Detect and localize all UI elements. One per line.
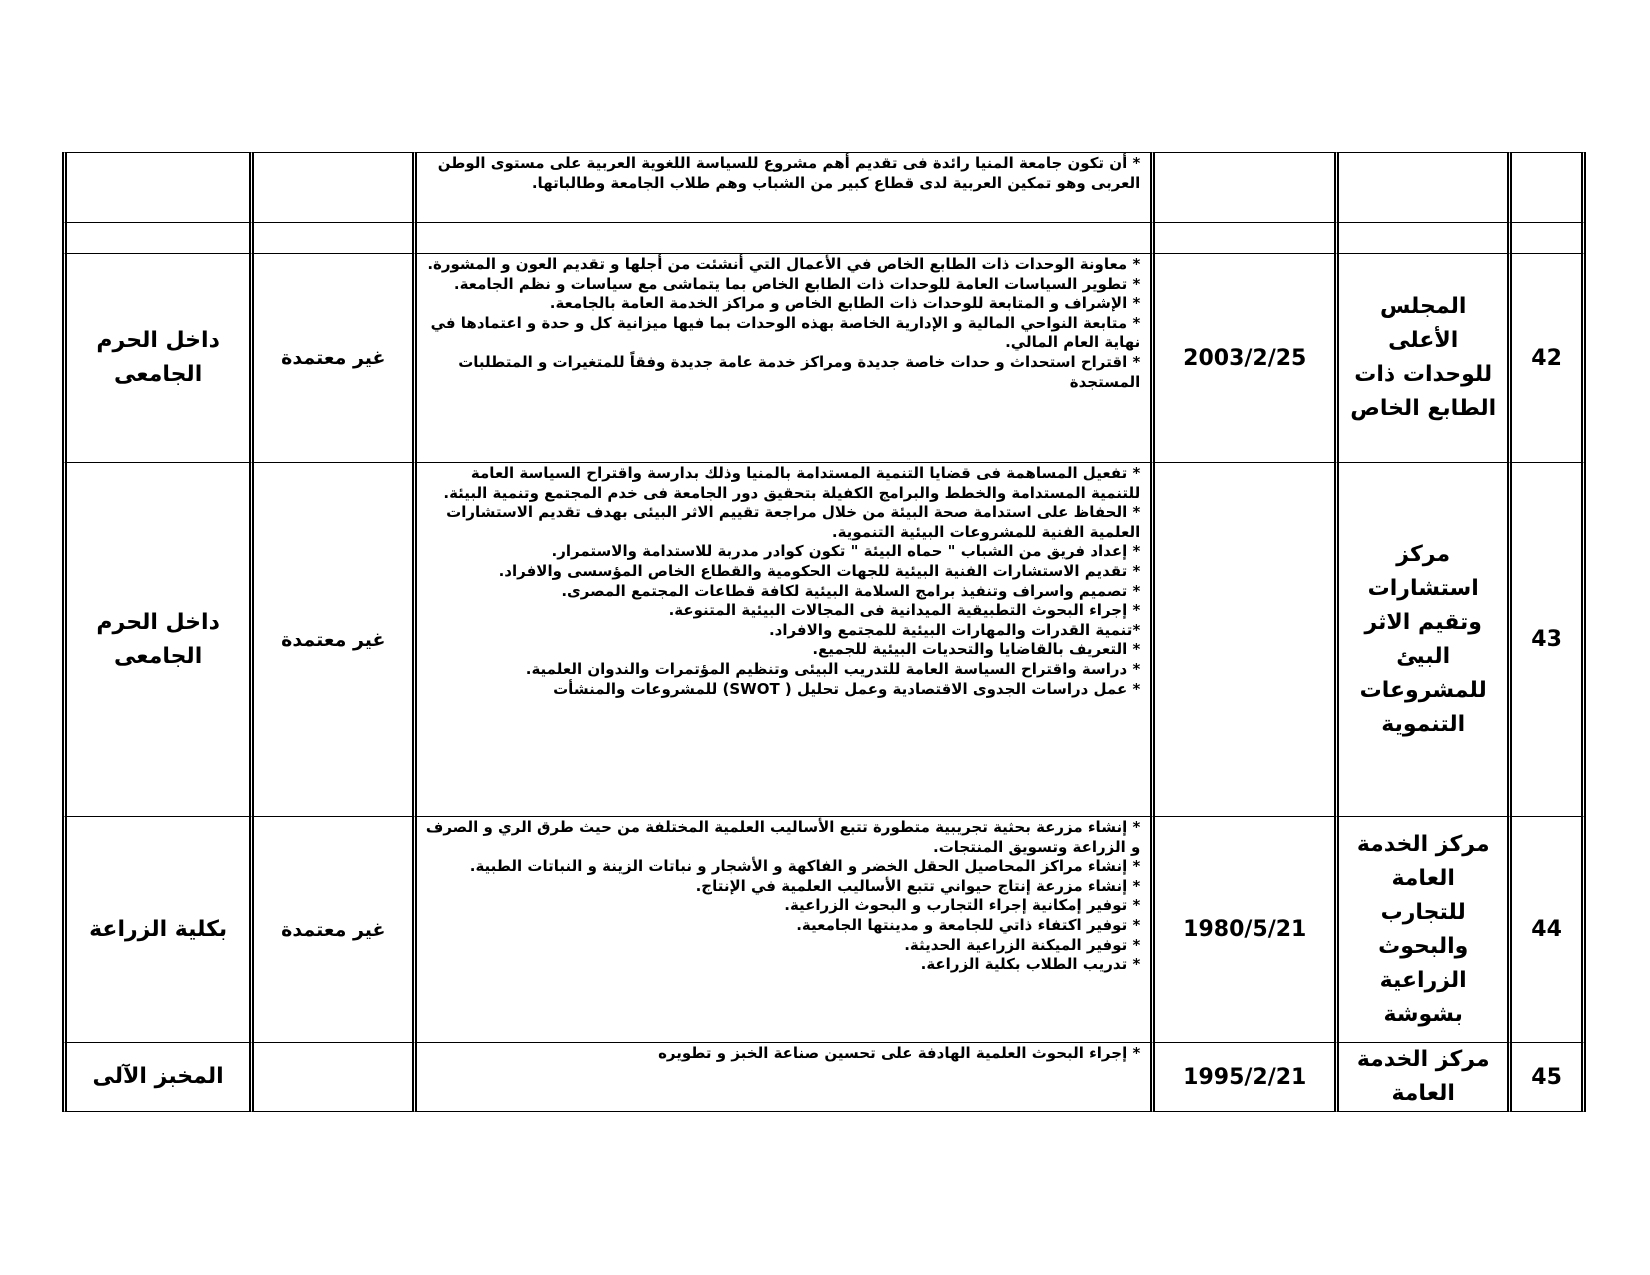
unit-name	[1334, 223, 1507, 254]
unit-goals	[412, 223, 1150, 254]
unit-goals	[412, 254, 1150, 463]
goal-item: * تطوير السياسات العامة للوحدات ذات الطابع الخاص بما يتماشى مع سياسات و نظم الجامعة.	[453, 274, 1141, 293]
table-row	[62, 254, 1586, 463]
table-row	[62, 152, 1586, 223]
goal-item: * متابعة النواحي المالية و الإدارية الخاصة بهذه الوحدات بما فيها ميزانية كل و حدة و اعتمادها في نهاية العام المالي.	[430, 313, 1141, 352]
goal-item: * إنشاء مزرعة إنتاج حيواني تتبع الأساليب العلمية في الإنتاج.	[695, 876, 1141, 895]
accreditation-status: غير معتمدة	[249, 254, 412, 463]
unit-name: المجلس الأعلى للوحدات ذات الطابع الخاص	[1334, 254, 1507, 463]
unit-name: مركز استشارات وتقيم الاثر البيئ للمشروعات التنموية	[1334, 463, 1507, 817]
unit-number	[1507, 152, 1586, 223]
establishment-date	[1150, 463, 1334, 817]
unit-name: مركز الخدمة العامة للتجارب والبحوث الزراعية بشوشة	[1334, 817, 1507, 1043]
goal-item: * الإشراف و المتابعة للوحدات ذات الطابع الخاص و مراكز الخدمة العامة بالجامعة.	[549, 294, 1141, 313]
accreditation-status	[249, 152, 412, 223]
goal-item: * توفير الميكنة الزراعية الحديثة.	[904, 935, 1141, 954]
unit-number: 44	[1507, 817, 1586, 1043]
goal-item: * إجراء البحوث التطبيقية الميدانية فى المجالات البيئية المتنوعة.	[668, 601, 1141, 620]
unit-location	[62, 152, 249, 223]
unit-location: بكلية الزراعة	[62, 817, 249, 1043]
unit-goals	[412, 152, 1150, 223]
accreditation-status: غير معتمدة	[249, 463, 412, 817]
goal-item: * إجراء البحوث العلمية الهادفة على تحسين صناعة الخبز و تطويره	[658, 1044, 1141, 1062]
goal-item: * تقديم الاستشارات الفنية البيئية للجهات الحكومية والقطاع الخاص المؤسسى والافراد.	[498, 561, 1141, 580]
goal-item: * معاونة الوحدات ذات الطابع الخاص في الأعمال التي أنشئت من أجلها و تقديم العون و المشورة.	[427, 255, 1141, 273]
goal-item: * أن تكون جامعة المنيا رائدة فى تقديم أهم مشروع للسياسة اللغوية العربية على مستوى الوطن العربى وهو تمكين العربية لدى قطاع كبير من الشباب وهم طلاب الجامعة وطالباتها.	[437, 154, 1141, 192]
unit-goals	[412, 1043, 1150, 1112]
accreditation-status	[249, 223, 412, 254]
accreditation-status: غير معتمدة	[249, 817, 412, 1043]
unit-name: مركز الخدمة العامة	[1334, 1043, 1507, 1112]
unit-goals	[412, 463, 1150, 817]
goal-item: * تدريب الطلاب بكلية الزراعة.	[920, 955, 1141, 974]
goal-item: * الحفاظ على استدامة صحة البيئة من خلال مراجعة تقييم الاثر البيئى بهدف تقديم الاستشارات العلمية الفنية للمشروعات البيئية التنموية.	[446, 503, 1141, 541]
unit-number: 45	[1507, 1043, 1586, 1112]
goal-item: * إعداد فريق من الشباب " حماه البيئة " تكون كوادر مدربة للاستدامة والاستمرار.	[551, 542, 1141, 561]
table-row	[62, 817, 1586, 1043]
unit-location: داخل الحرم الجامعى	[62, 254, 249, 463]
goal-item: * توفير اكتفاء ذاتي للجامعة و مدينتها الجامعية.	[796, 915, 1141, 934]
establishment-date	[1150, 223, 1334, 254]
goal-item: * تفعيل المساهمة فى قضايا التنمية المستدامة بالمنيا وذلك بدارسة واقتراح السياسة العامة للتنمية المستدامة والخطط والبرامج الكفيلة بتحقيق دور الجامعة فى خدم المجتمع وتنمية البيئة.	[443, 464, 1141, 502]
establishment-date: 1980/5/21	[1150, 817, 1334, 1043]
accreditation-status	[249, 1043, 412, 1112]
table-row	[62, 463, 1586, 817]
goal-item: * التعريف بالقاضايا والتحديات البيئية للجميع.	[812, 640, 1141, 659]
establishment-date	[1150, 152, 1334, 223]
unit-number: 43	[1507, 463, 1586, 817]
goal-item: * عمل دراسات الجدوى الاقتصادية وعمل تحليل ( SWOT) للمشروعات والمنشأت	[553, 679, 1141, 698]
unit-goals	[412, 817, 1150, 1043]
goal-item: * إنشاء مزرعة بحثية تجريبية متطورة تتبع الأساليب العلمية المختلفة من حيث طرق الري و الصرف و الزراعة وتسويق المنتجات.	[425, 818, 1141, 856]
table-row	[62, 223, 1586, 254]
unit-name	[1334, 152, 1507, 223]
goal-item: *تنمية القدرات والمهارات البيئية للمجتمع والافراد.	[768, 620, 1141, 639]
goal-item: * إنشاء مراكز المحاصيل الحقل الخضر و الفاكهة و الأشجار و نباتات الزينة و النباتات الطبية.	[469, 857, 1141, 876]
unit-location: المخبز الآلى	[62, 1043, 249, 1112]
establishment-date: 2003/2/25	[1150, 254, 1334, 463]
establishment-date: 1995/2/21	[1150, 1043, 1334, 1112]
unit-number: 42	[1507, 254, 1586, 463]
units-table	[62, 152, 1586, 1112]
goal-item: * اقتراح استحداث و حدات خاصة جديدة ومراكز خدمة عامة جديدة وفقاً للمتغيرات و المتطلبات المستجدة	[458, 352, 1141, 391]
table-row	[62, 1043, 1586, 1112]
goal-item: * دراسة واقتراح السياسة العامة للتدريب البيئى وتنظيم المؤتمرات والندوان العلمية.	[525, 659, 1141, 678]
unit-location: داخل الحرم الجامعى	[62, 463, 249, 817]
unit-number	[1507, 223, 1586, 254]
unit-location	[62, 223, 249, 254]
goal-item: * توفير إمكانية إجراء التجارب و البحوث الزراعية.	[784, 896, 1141, 915]
goal-item: * تصميم واسراف وتنفيذ برامج السلامة البيئية لكافة قطاعات المجتمع المصرى.	[561, 581, 1141, 600]
